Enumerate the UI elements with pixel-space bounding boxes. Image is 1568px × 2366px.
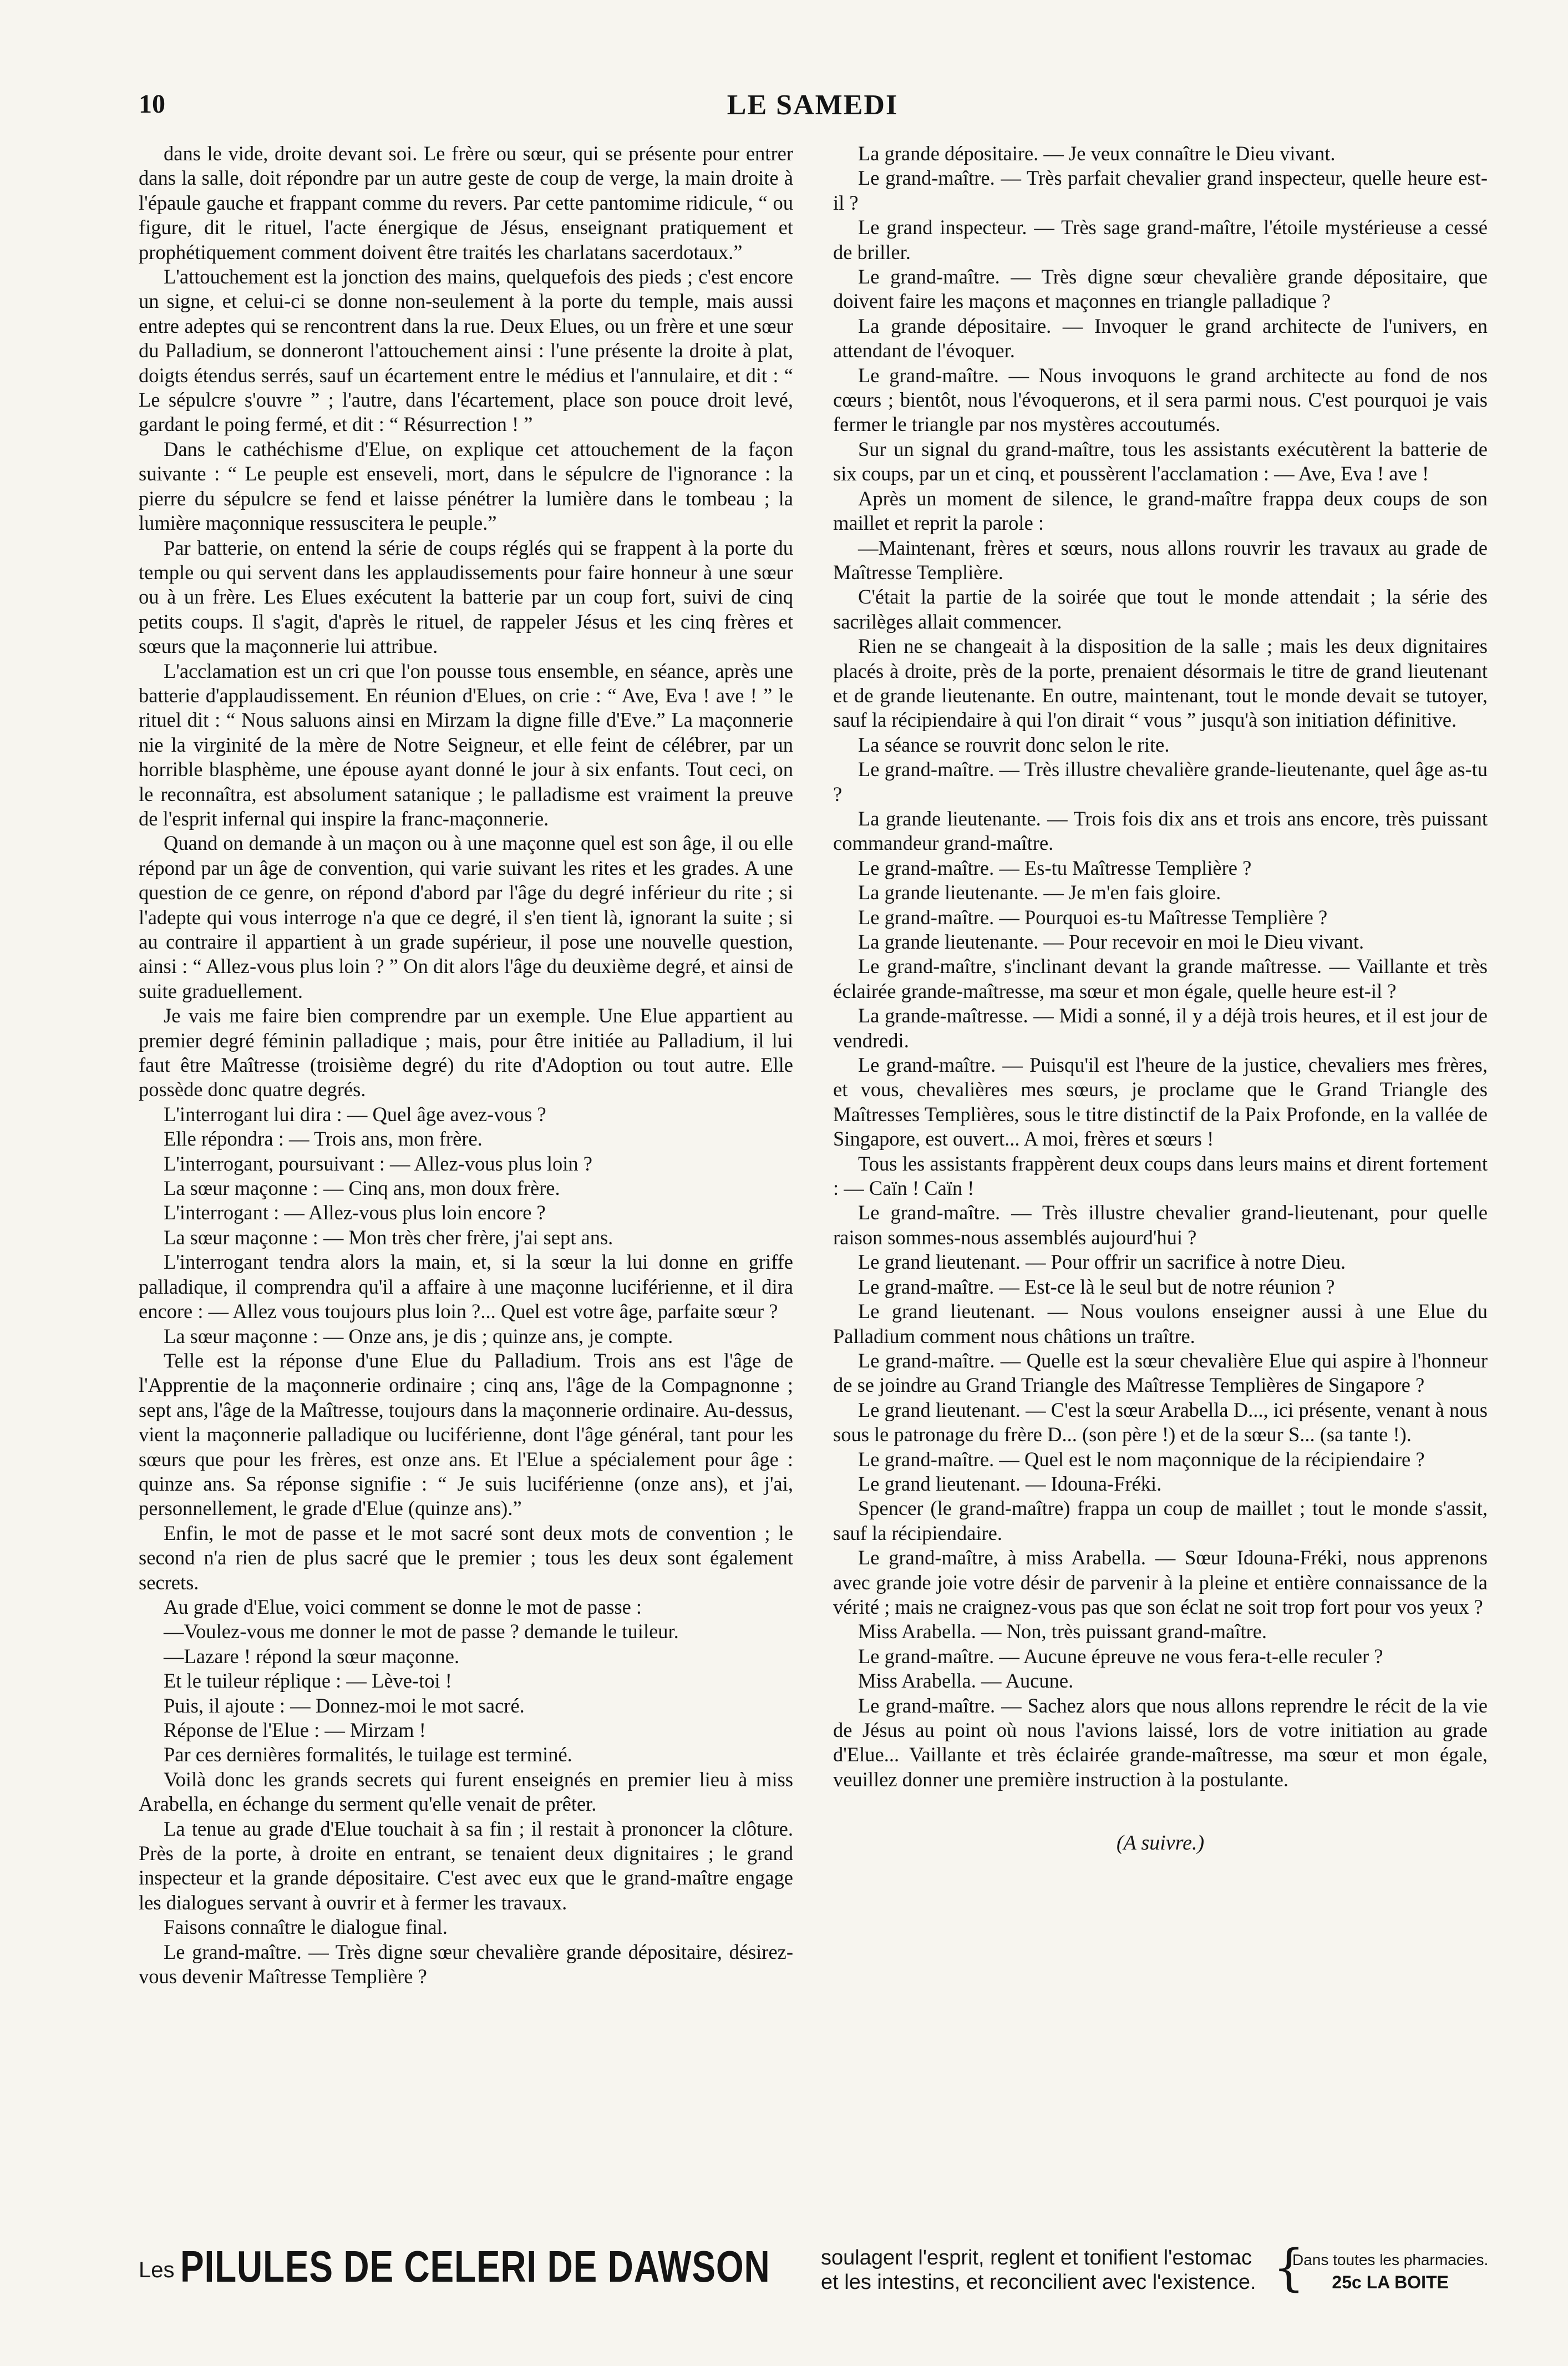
right-column — [833, 141, 1488, 2216]
paragraph: La grande dépositaire. — Invoquer le grand architecte de l'univers, en attendant de l'évoquer. — [833, 314, 1488, 362]
paragraph: Je vais me faire bien comprendre par un exemple. Une Elue appartient au premier degré féminin palladique ; mais, pour être initiée au Palladium, il lui faut être Maîtresse (troisième degré) du rite d'Adoption ou tout autre. Elle possède donc quatre degrés. — [139, 1004, 793, 1101]
ad-slogan-line-1: soulagent l'esprit, reglent et tonifient l'estomac — [821, 2246, 1252, 2269]
ad-side — [1292, 2249, 1488, 2293]
paragraph: Le grand lieutenant. — Nous voulons enseigner aussi à une Elue du Palladium comment nous châtions un traître. — [833, 1300, 1488, 1347]
paragraph: Le grand-maître. — Quelle est la sœur chevalière Elue qui aspire à l'honneur de se joindre au Grand Triangle des Maîtresse Templières de Singapore ? — [833, 1349, 1488, 1397]
paragraph: Par batterie, on entend la série de coups réglés qui se frappent à la porte du temple ou qui servent dans les applaudissements pour faire honneur à une sœur ou à un frère. Les Elues exécutent la batterie par un coup fort, suivi de cinq petits coups. Il s'agit, d'après le rituel, de rappeler Jésus et les cinq frères et sœurs que la maçonnerie lui attribue. — [139, 536, 793, 658]
paragraph: Le grand-maître. — Très parfait chevalier grand inspecteur, quelle heure est-il ? — [833, 166, 1488, 214]
paragraph: Telle est la réponse d'une Elue du Palladium. Trois ans est l'âge de l'Apprentie de la maçonnerie ordinaire ; cinq ans, l'âge de la Compagnonne ; sept ans, l'âge de la Maîtresse, toujours dans la maçonnerie ordinaire. Au-dessus, vient la maçonnerie palladique ou luciférienne, dont l'âge général, tant pour les sœurs que pour les frères, est onze ans. Et l'Elue a spécialement pour âge : quinze ans. Sa réponse signifie : “ Je suis luciférienne (onze ans), et j'ai, personnellement, le grade d'Elue (quinze ans).” — [139, 1349, 793, 1520]
paragraph: L'interrogant, poursuivant : — Allez-vous plus loin ? — [164, 1152, 592, 1175]
paragraph: —Maintenant, frères et sœurs, nous allons rouvrir les travaux au grade de Maîtresse Templière. — [833, 536, 1488, 584]
paragraph: L'attouchement est la jonction des mains, quelquefois des pieds ; c'est encore un signe, et celui-ci se donne non-seulement à la porte du temple, mais aussi entre adeptes qui se rencontrent dans la rue. Deux Elues, ou un frère et une sœur du Palladium, se donneront l'attouchement ainsi : l'une présente la droite à plat, doigts étendus serrés, sauf un écartement entre le médius et l'annulaire, et dit : “ Le sépulcre s'ouvre ” ; l'autre, dans l'écartement, place son pouce droit levé, gardant le poing fermé, et dit : “ Résurrection ! ” — [139, 265, 793, 436]
left-column — [139, 141, 793, 2216]
paragraph: Le grand-maître. — Es-tu Maîtresse Templière ? — [858, 856, 1252, 879]
paragraph: L'interrogant lui dira : — Quel âge avez-vous ? — [164, 1102, 546, 1126]
paragraph: L'interrogant : — Allez-vous plus loin encore ? — [164, 1201, 546, 1224]
paragraph: Le grand-maître. — Pourquoi es-tu Maîtresse Templière ? — [858, 905, 1328, 929]
paragraph: Au grade d'Elue, voici comment se donne le mot de passe : — [164, 1595, 642, 1618]
ad-slogan-line-2: et les intestins, et reconcilient avec l'existence. — [821, 2271, 1256, 2294]
paragraph: Elle répondra : — Trois ans, mon frère. — [164, 1127, 483, 1151]
paragraph: Réponse de l'Elue : — Mirzam ! — [164, 1719, 426, 1741]
newspaper-title: LE SAMEDI — [727, 89, 899, 121]
paragraph: Enfin, le mot de passe et le mot sacré sont deux mots de convention ; le second n'a rien de plus sacré que le premier ; tous les deux sont également secrets. — [139, 1521, 793, 1594]
paragraph: Le grand lieutenant. — Pour offrir un sacrifice à notre Dieu. — [858, 1250, 1346, 1274]
paragraph: Le grand-maître. — Sachez alors que nous allons reprendre le récit de la vie de Jésus au point où nous l'avions laissé, lors de votre initiation au grade d'Elue... Vaillante et très éclairée grande-maîtresse, ma sœur et mon égale, veuillez donner une première instruction à la postulante. — [833, 1694, 1488, 1791]
paragraph: dans le vide, droite devant soi. Le frère ou sœur, qui se présente pour entrer dans la salle, doit répondre par un autre geste de coup de verge, la main droite à l'épaule gauche et frappant comme du revers. Par cette pantomime ridicule, “ ou figure, dit le rituel, l'acte énergique de Jésus, enseignant pratiquement et prophétiquement comment doivent être traités les charlatans sacerdotaux.” — [139, 142, 793, 264]
paragraph: Après un moment de silence, le grand-maître frappa deux coups de son maillet et reprit la parole : — [833, 487, 1488, 535]
paragraph: Le grand lieutenant. — Idouna-Fréki. — [858, 1472, 1162, 1495]
advertisement — [139, 2239, 1489, 2297]
paragraph: Le grand-maître. — Très illustre chevalière grande-lieutenante, quel âge as-tu ? — [833, 758, 1488, 805]
paragraph: Le grand-maître. — Très illustre chevalier grand-lieutenant, pour quelle raison sommes-nous assemblés aujourd'hui ? — [833, 1201, 1488, 1249]
paragraph: Puis, il ajoute : — Donnez-moi le mot sacré. — [164, 1694, 525, 1717]
paragraph: Dans le cathéchisme d'Elue, on explique cet attouchement de la façon suivante : “ Le peuple est enseveli, mort, dans le sépulcre de l'ignorance : la pierre du sépulcre se fend et laisse pénétrer la lumière dans le tombeau ; la lumière maçonnique ressuscitera le peuple.” — [139, 437, 793, 535]
paragraph: L'acclamation est un cri que l'on pousse tous ensemble, en séance, après une batterie d'applaudissement. En réunion d'Elues, on crie : “ Ave, Eva ! ave ! ” le rituel dit : “ Nous saluons ainsi en Mirzam la digne fille d'Eve.” La maçonnerie nie la virginité de la mère de Notre Seigneur, et elle feint de célébrer, par un horrible blasphème, une épouse ayant donné le jour à six enfants. Tout ceci, on le reconnaîtra, est absolument satanique ; le palladisme est vraiment la preuve de l'esprit infernal qui inspire la franc-maçonnerie. — [139, 659, 793, 830]
paragraph: Tous les assistants frappèrent deux coups dans leurs mains et dirent fortement : — Caïn ! Caïn ! — [833, 1152, 1488, 1200]
paragraph: Le grand-maître. — Très digne sœur chevalière grande dépositaire, que doivent faire les maçons et maçonnes en triangle palladique ? — [833, 265, 1488, 313]
paragraph: L'interrogant tendra alors la main, et, si la sœur la lui donne en griffe palladique, il comprendra qu'il a affaire à une maçonne luciférienne, et il dira encore : — Allez vous toujours plus loin ?... Quel est votre âge, parfaite sœur ? — [139, 1250, 793, 1323]
paragraph: La séance se rouvrit donc selon le rite. — [858, 733, 1170, 756]
paragraph: Miss Arabella. — Aucune. — [858, 1669, 1074, 1693]
paragraph: Le grand-maître, à miss Arabella. — Sœur Idouna-Fréki, nous apprenons avec grande joie votre désir de parvenir à la pleine et entière connaissance de la vérité ; mais ne craignez-vous pas que son éclat ne soit trop fort pour vos yeux ? — [833, 1546, 1488, 1618]
newspaper-page — [139, 89, 1489, 2297]
paragraph: Le grand-maître. — Quel est le nom maçonnique de la récipiendaire ? — [858, 1447, 1425, 1471]
paragraph: Le grand inspecteur. — Très sage grand-maître, l'étoile mystérieuse a cessé de briller. — [833, 216, 1488, 264]
paragraph: La grande lieutenante. — Je m'en fais gloire. — [858, 881, 1221, 904]
paragraph: La grande-maîtresse. — Midi a sonné, il y a déjà trois heures, et il est jour de vendredi. — [833, 1004, 1488, 1052]
paragraph: La grande dépositaire. — Je veux connaître le Dieu vivant. — [858, 142, 1336, 165]
paragraph: La sœur maçonne : — Mon très cher frère, j'ai sept ans. — [164, 1225, 613, 1249]
ad-brace: { — [1273, 2239, 1305, 2297]
paragraph: Par ces dernières formalités, le tuilage est terminé. — [164, 1743, 572, 1766]
ad-availability: Dans toutes les pharmacies. — [1292, 2251, 1489, 2268]
paragraph: Spencer (le grand-maître) frappa un coup de maillet ; tout le monde s'assit, sauf la récipiendaire. — [833, 1497, 1488, 1544]
paragraph: La sœur maçonne : — Cinq ans, mon doux frère. — [164, 1177, 560, 1200]
paragraph: C'était la partie de la soirée que tout le monde attendait ; la série des sacrilèges allait commencer. — [833, 585, 1488, 633]
paragraph: Le grand-maître. — Très digne sœur chevalière grande dépositaire, désirez-vous devenir Maîtresse Templière ? — [139, 1940, 793, 1988]
paragraph: Et le tuileur réplique : — Lève-toi ! — [164, 1669, 452, 1693]
paragraph: La grande lieutenante. — Trois fois dix ans et trois ans encore, très puissant commandeur grand-maître. — [833, 807, 1488, 855]
paragraph: —Voulez-vous me donner le mot de passe ? demande le tuileur. — [164, 1620, 679, 1643]
paragraph: Le grand-maître. — Aucune épreuve ne vous fera-t-elle reculer ? — [858, 1644, 1383, 1668]
paragraph: Miss Arabella. — Non, très puissant grand-maître. — [858, 1620, 1267, 1643]
paragraph: Quand on demande à un maçon ou à une maçonne quel est son âge, il ou elle répond par un âge de convention, qui varie suivant les rites et les grades. A une question de ce genre, on répond d'abord par l'âge du degré inférieur du rite ; si l'adepte qui vous interroge n'a que ce degré, il s'en tient là, ignorant la suite ; si au contraire il appartient à un grade supérieur, il pose une nouvelle question, ainsi : “ Allez-vous plus loin ? ” On dit alors l'âge du deuxième degré, et ainsi de suite graduellement. — [139, 832, 793, 1002]
paragraph: La tenue au grade d'Elue touchait à sa fin ; il restait à prononcer la clôture. Près de la porte, à droite en entrant, se tenaient deux dignitaires ; le grand inspecteur et la grande dépositaire. C'est avec eux que le grand-maître engage les dialogues servant à ouvrir et à fermer les travaux. — [139, 1817, 793, 1914]
ad-price: 25c LA BOITE — [1332, 2272, 1449, 2292]
ad-brand: PILULES DE CELERI DE DAWSON — [180, 2242, 770, 2291]
paragraph: La sœur maçonne : — Onze ans, je dis ; quinze ans, je compte. — [164, 1324, 673, 1347]
ad-slogan — [821, 2246, 1256, 2294]
paragraph: —Lazare ! répond la sœur maçonne. — [164, 1644, 460, 1668]
paragraph: Sur un signal du grand-maître, tous les assistants exécutèrent la batterie de six coups, par un et cinq, et poussèrent l'acclamation : — Ave, Eva ! ave ! — [833, 437, 1488, 485]
paragraph: Le grand-maître. — Est-ce là le seul but de notre réunion ? — [858, 1275, 1335, 1298]
paragraph: Rien ne se changeait à la disposition de la salle ; mais les deux dignitaires placés à droite, près de la porte, prenaient désormais le titre de grand lieutenant et de grande lieutenante. En outre, maintenant, tout le monde devait se tutoyer, sauf la récipiendaire à qui l'on dirait “ vous ” jusqu'à son initiation définitive. — [833, 635, 1488, 732]
page-number: 10 — [139, 89, 165, 119]
ad-prefix: Les — [139, 2258, 175, 2282]
paragraph: La grande lieutenante. — Pour recevoir en moi le Dieu vivant. — [858, 930, 1364, 953]
paragraph: Le grand-maître. — Puisqu'il est l'heure de la justice, chevaliers mes frères, et vous, chevalières mes sœurs, je proclame que le Grand Triangle des Maîtresses Templières, sous le titre distinctif de la Paix Profonde, en la vallée de Singapore, est ouvert... A moi, frères et sœurs ! — [833, 1053, 1488, 1151]
running-head — [139, 89, 1486, 128]
paragraph: Le grand lieutenant. — C'est la sœur Arabella D..., ici présente, venant à nous sous le patronage du frère D... (son père !) et de la sœur S... (sa tante !). — [833, 1398, 1488, 1446]
paragraph: Voilà donc les grands secrets qui furent enseignés en premier lieu à miss Arabella, en échange du serment qu'elle venait de prêter. — [139, 1767, 793, 1816]
paragraph: Le grand-maître, s'inclinant devant la grande maîtresse. — Vaillante et très éclairée grande-maîtresse, ma sœur et mon égale, quelle heure est-il ? — [833, 955, 1488, 1002]
paragraph: Le grand-maître. — Nous invoquons le grand architecte au fond de nos cœurs ; bientôt, nous l'évoquerons, et il sera parmi nous. C'est pourquoi je vais fermer le triangle par nos mystères accoutumés. — [833, 363, 1488, 436]
paragraph: Faisons connaître le dialogue final. — [164, 1916, 448, 1939]
continued-note: (A suivre.) — [1116, 1831, 1205, 1855]
